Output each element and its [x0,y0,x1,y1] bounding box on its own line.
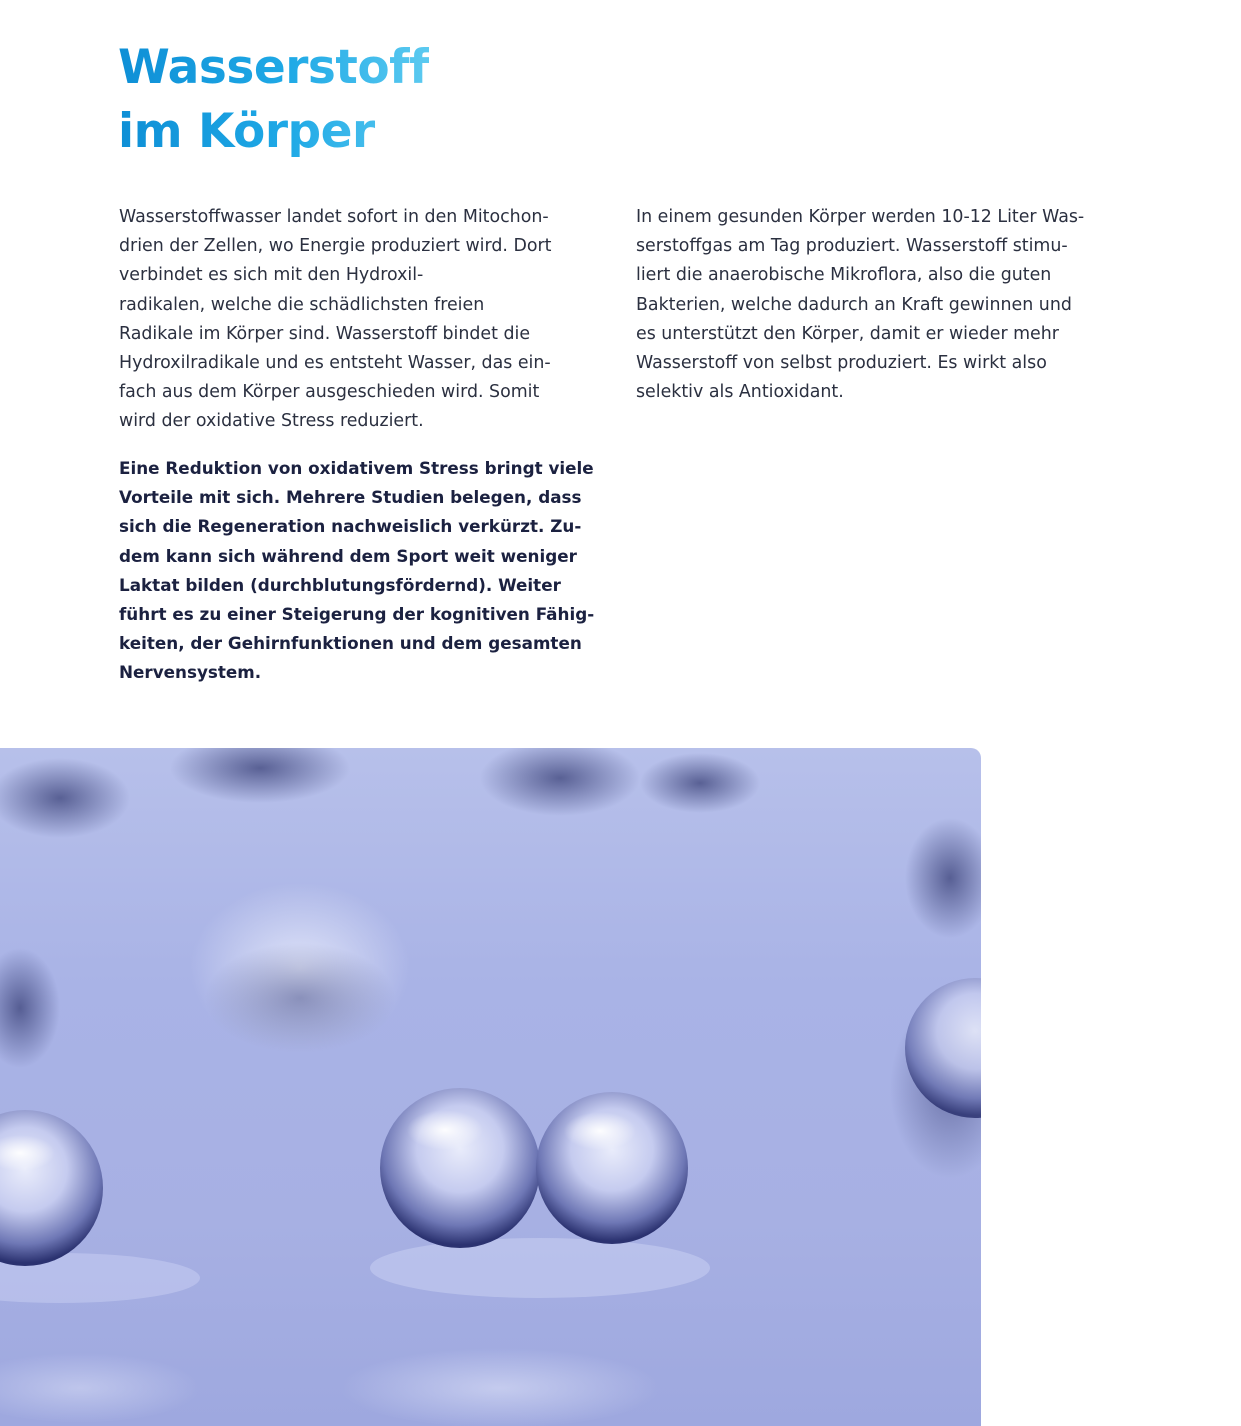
left-column-paragraph [119,203,609,437]
droplet-reflection [370,1238,710,1298]
water-droplets-illustration [0,748,981,1426]
highlight-line: Eine Reduktion von oxidativem Stress bringt viele [119,458,594,478]
title-line-1: Wasserstoff [118,40,430,95]
droplet-highlight [407,1110,483,1150]
paragraph-line: verbindet es sich mit den Hydroxil- [119,265,424,286]
blurred-droplet [640,753,760,813]
paragraph-line: es unterstützt den Körper, damit er wieder mehr [636,323,1059,344]
highlight-line: dem kann sich während dem Sport weit weniger [119,545,577,566]
paragraph-line: fach aus dem Körper ausgeschieden wird. Somit [119,382,540,403]
blurred-droplet [205,943,395,1053]
blurred-reflection [340,1348,660,1426]
page-title [118,36,429,164]
paragraph-line: radikalen, welche die schädlichsten freien [119,294,485,315]
right-column-paragraph [636,203,1126,407]
title-line-2: im Körper [118,104,375,159]
highlight-paragraph [119,454,619,688]
highlight-line: Nervensystem. [119,662,262,683]
water-droplets-photo [0,748,981,1426]
highlight-line: Vorteile mit sich. Mehrere Studien belegen, dass [119,487,582,508]
paragraph-line: drien der Zellen, wo Energie produziert wird. Dort [119,236,552,257]
highlight-line: keiten, der Gehirnfunktionen und dem gesamten [119,633,582,654]
paragraph-line: Wasserstoff von selbst produziert. Es wirkt also [636,353,1047,374]
intro-paragraph [119,203,609,437]
paragraph-line: In einem gesunden Körper werden 10-12 Liter Was- [636,207,1085,227]
paragraph-line: serstoffgas am Tag produziert. Wasserstoff stimu- [636,236,1068,257]
paragraph-line: liert die anaerobische Mikroflora, also die guten [636,265,1052,286]
highlight-line: sich die Regeneration nachweislich verkürzt. Zu- [119,516,582,537]
paragraph-line: wird der oxidative Stress reduziert. [119,411,424,432]
highlight-line: Laktat bilden (durchblutungsfördernd). Weiter [119,574,561,595]
paragraph-line: Hydroxilradikale und es entsteht Wasser, das ein- [119,353,551,374]
body-paragraph [636,203,1126,407]
droplet-highlight [564,1112,636,1150]
paragraph-line: selektiv als Antioxidant. [636,382,844,403]
photo-background [0,748,981,1426]
paragraph-line: Bakterien, welche dadurch an Kraft gewinnen und [636,294,1072,315]
paragraph-line: Radikale im Körper sind. Wasserstoff bindet die [119,323,531,344]
highlight-line: führt es zu einer Steigerung der kognitiven Fähig- [119,604,595,625]
paragraph-line: Wasserstoffwasser landet sofort in den Mitochon- [119,207,549,227]
